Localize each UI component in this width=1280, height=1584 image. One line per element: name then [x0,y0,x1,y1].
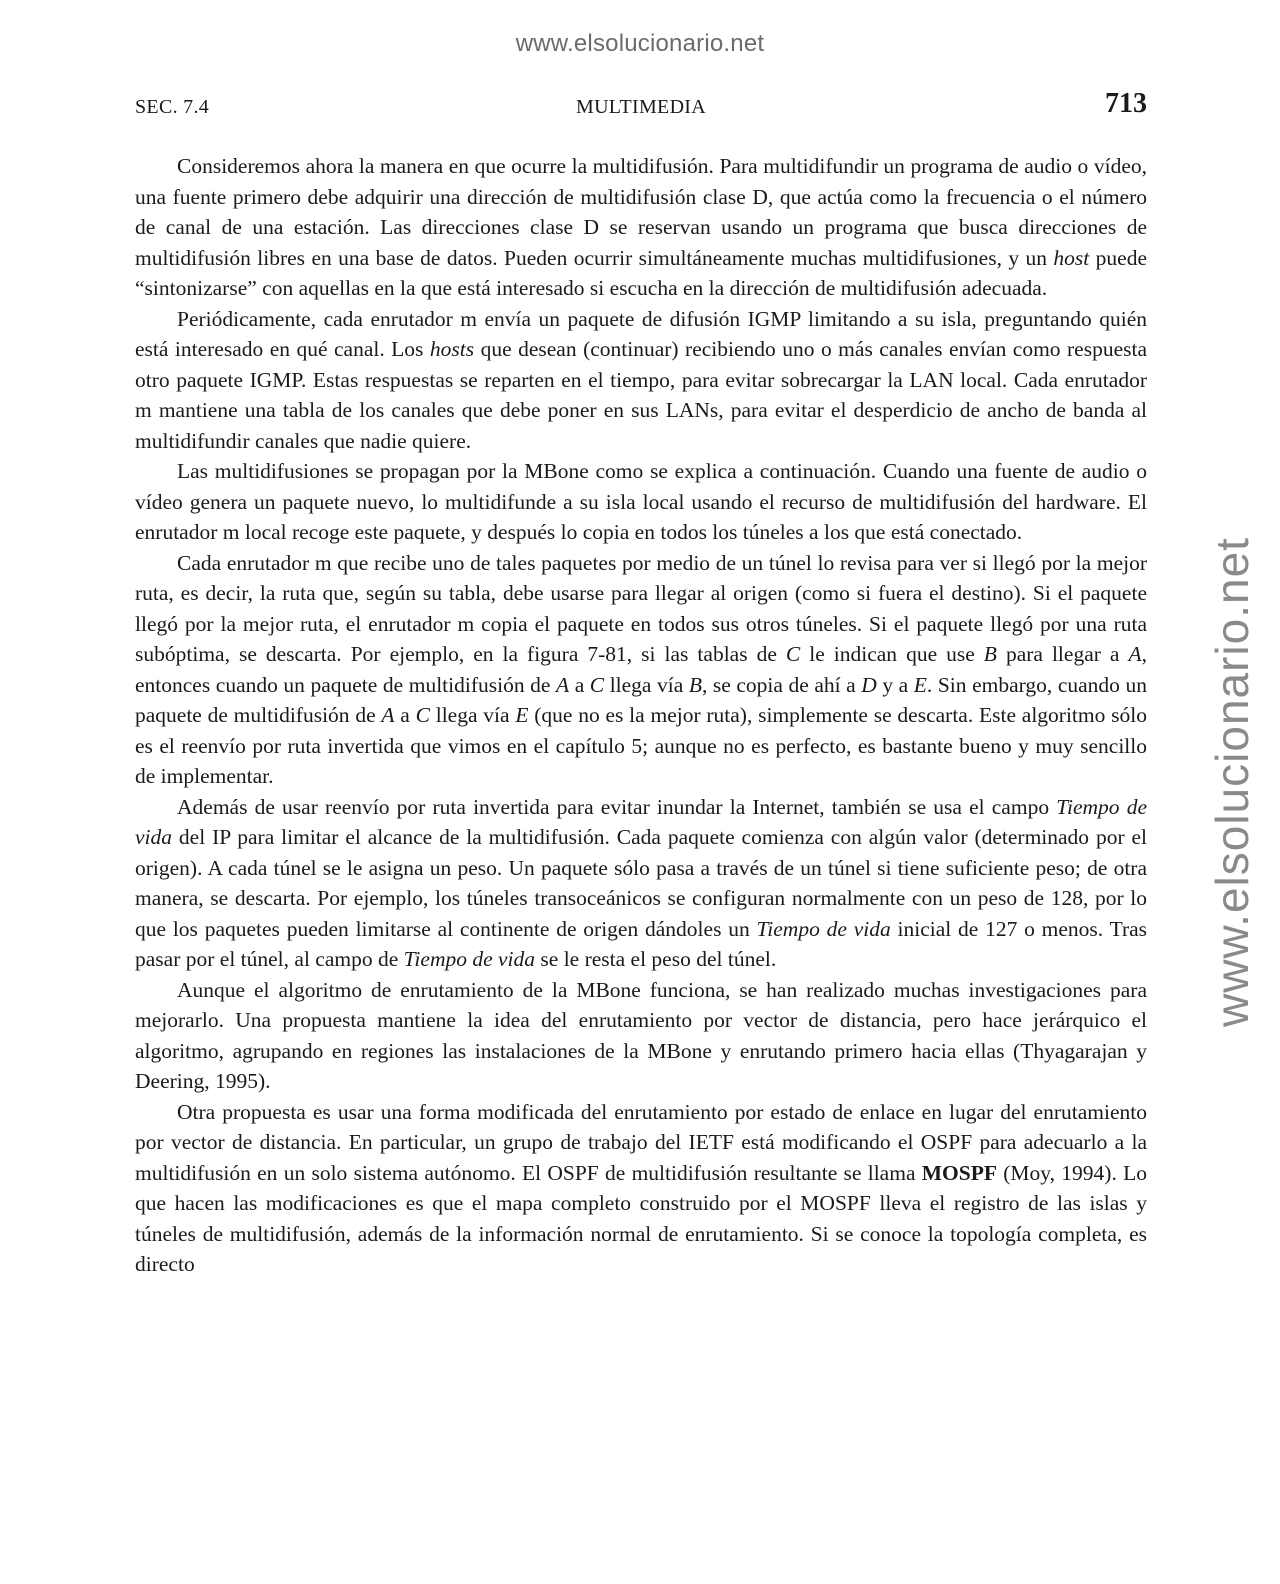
italic-text: C [415,703,430,727]
paragraph-text: Cada enrutador m que recibe uno de tales paquetes por medio de un túnel lo revisa para ver si llegó por la mejor ruta, es decir, la ruta que, según su tabla, debe usarse para llegar al origen (como si fuera el destino). Si el paquete llegó por la mejor ruta, el enrutador m copia el paquete en todos sus otros túneles. Si el paquete llegó por una ruta subóptima, se descarta. Por ejemplo, en la figura 7-81, si las tablas de [135,550,1147,666]
paragraph-text: para llegar a [996,642,1129,666]
paragraph-text: del IP para limitar el alcance de la multidifusión. Cada paquete comienza con algún valor (determinado por el origen). A cada túnel se le asigna un peso. Un paquete sólo pasa a través de un túnel si tiene suficiente peso; de otra manera, se descarta. Por ejemplo, los túneles transoceánicos se configuran normalmente con un peso de 128, por lo que los paquetes pueden limitarse al continente de origen dándoles un [135,825,1147,941]
italic-text: D [861,672,877,697]
paragraph-text: Las multidifusiones se propagan por la MBone como se explica a continuación. Cuando una fuente de audio o vídeo genera un paquete nuevo, lo multidifunde a su isla local usando el recurso de multidifusión del hardware. El enrutador m local recoge este paquete, y después lo copia en todos los túneles a los que está conectado. [135,459,1147,544]
watermark-top: www.elsolucionario.net [515,30,765,57]
paragraph-text: , se copia de ahí a [702,672,862,697]
paragraph [135,548,1147,792]
paragraph-text: a [394,703,416,727]
italic-text: E [913,672,927,697]
italic-text: B [983,642,997,666]
italic-text: B [688,672,702,697]
italic-text: Tiempo de vida [135,794,1147,849]
paragraph [135,975,1147,1097]
paragraph [135,304,1147,457]
italic-text: A [1128,642,1142,666]
italic-text: C [589,672,605,697]
section-label: SEC. 7.4 [135,96,210,118]
paragraph-text: Consideremos ahora la manera en que ocurre la multidifusión. Para multidifundir un programa de audio o vídeo, una fuente primero debe adquirir una dirección de multidifusión clase D, que actúa como la frecuencia o el número de canal de una estación. Las direcciones clase D se reservan usando un programa que busca direcciones de multidifusión libres en una base de datos. Pueden ocurrir simultáneamente muchas multidifusiones, y un [135,154,1147,270]
page-number: 713 [1105,88,1147,119]
paragraph-text: que desean (continuar) recibiendo uno o más canales envían como respuesta otro paquete IGMP. Estas respuestas se reparten en el tiempo, para evitar sobrecargar la LAN local. Cada enrutador m mantiene una tabla de los canales que debe poner en sus LANs, para evitar el desperdicio de ancho de banda al multidifundir canales que nadie quiere. [135,337,1148,453]
paragraph-text: se le resta el peso del túnel. [535,947,777,971]
paragraph [135,456,1147,548]
italic-text: A [556,672,570,697]
bold-term: MOSPF [921,1160,997,1185]
paragraph-text: a [569,672,590,697]
italic-text: E [515,703,529,727]
italic-text: host [1053,245,1090,270]
paragraph [135,1097,1147,1280]
paragraph [135,151,1147,304]
watermark-side: www.elsolucionario.net [1206,537,1258,1027]
chapter-title: MULTIMEDIA [575,96,707,118]
paragraph-text: le indican que use [800,642,984,666]
paragraph-text: Además de usar reenvío por ruta invertida para evitar inundar la Internet, también se usa el campo [177,794,1057,819]
italic-text: C [785,642,801,666]
italic-text: Tiempo de vida [403,947,536,971]
running-head [135,90,1147,120]
paragraph-text: . Sin embargo, cuando un paquete de multidifusión de [135,672,1147,727]
paragraph-text: Aunque el algoritmo de enrutamiento de la MBone funciona, se han realizado muchas investigaciones para mejorarlo. Una propuesta mantiene la idea del enrutamiento por vector de distancia, pero hace jerárquico el algoritmo, agrupando en regiones las instalaciones de la MBone y enrutando primero hacia ellas (Thyagarajan y Deering, 1995). [135,977,1147,1093]
paragraph-text: Periódicamente, cada enrutador m envía un paquete de difusión IGMP limitando a su isla, preguntando quién está interesado en qué canal. Los [135,306,1147,361]
paragraph-text: llega vía [429,703,516,727]
italic-text: A [381,703,395,727]
italic-text: Tiempo de vida [756,916,891,941]
paragraph-text: (Moy, 1994). Lo que hacen las modificaciones es que el mapa completo construido por el MOSPF lleva el registro de las islas y túneles de multidifusión, además de la información normal de enrutamiento. Si se conoce la topología completa, es directo [135,1160,1147,1276]
paragraph-text: (que no es la mejor ruta), simplemente se descarta. Este algoritmo sólo es el reenvío por ruta invertida que vimos en el capítulo 5; aunque no es perfecto, es bastante bueno y muy sencillo de implementar. [135,703,1147,788]
italic-text: hosts [429,337,475,361]
paragraph-text: Otra propuesta es usar una forma modificada del enrutamiento por estado de enlace en lugar del enrutamiento por vector de distancia. En particular, un grupo de trabajo del IETF está modificando el OSPF para adecuarlo a la multidifusión en un solo sistema autónomo. El OSPF de multidifusión resultante se llama [135,1099,1147,1185]
paragraph [135,792,1147,975]
body-text [135,151,1147,1280]
paragraph-text: , entonces cuando un paquete de multidifusión de [135,642,1147,697]
paragraph-text: inicial de 127 o menos. Tras pasar por el túnel, al campo de [135,916,1148,971]
paragraph-text: llega vía [604,672,689,697]
paragraph-text: y a [876,672,914,697]
paragraph-text: puede “sintonizarse” con aquellas en la que está interesado si escucha en la dirección de multidifusión adecuada. [135,245,1147,300]
